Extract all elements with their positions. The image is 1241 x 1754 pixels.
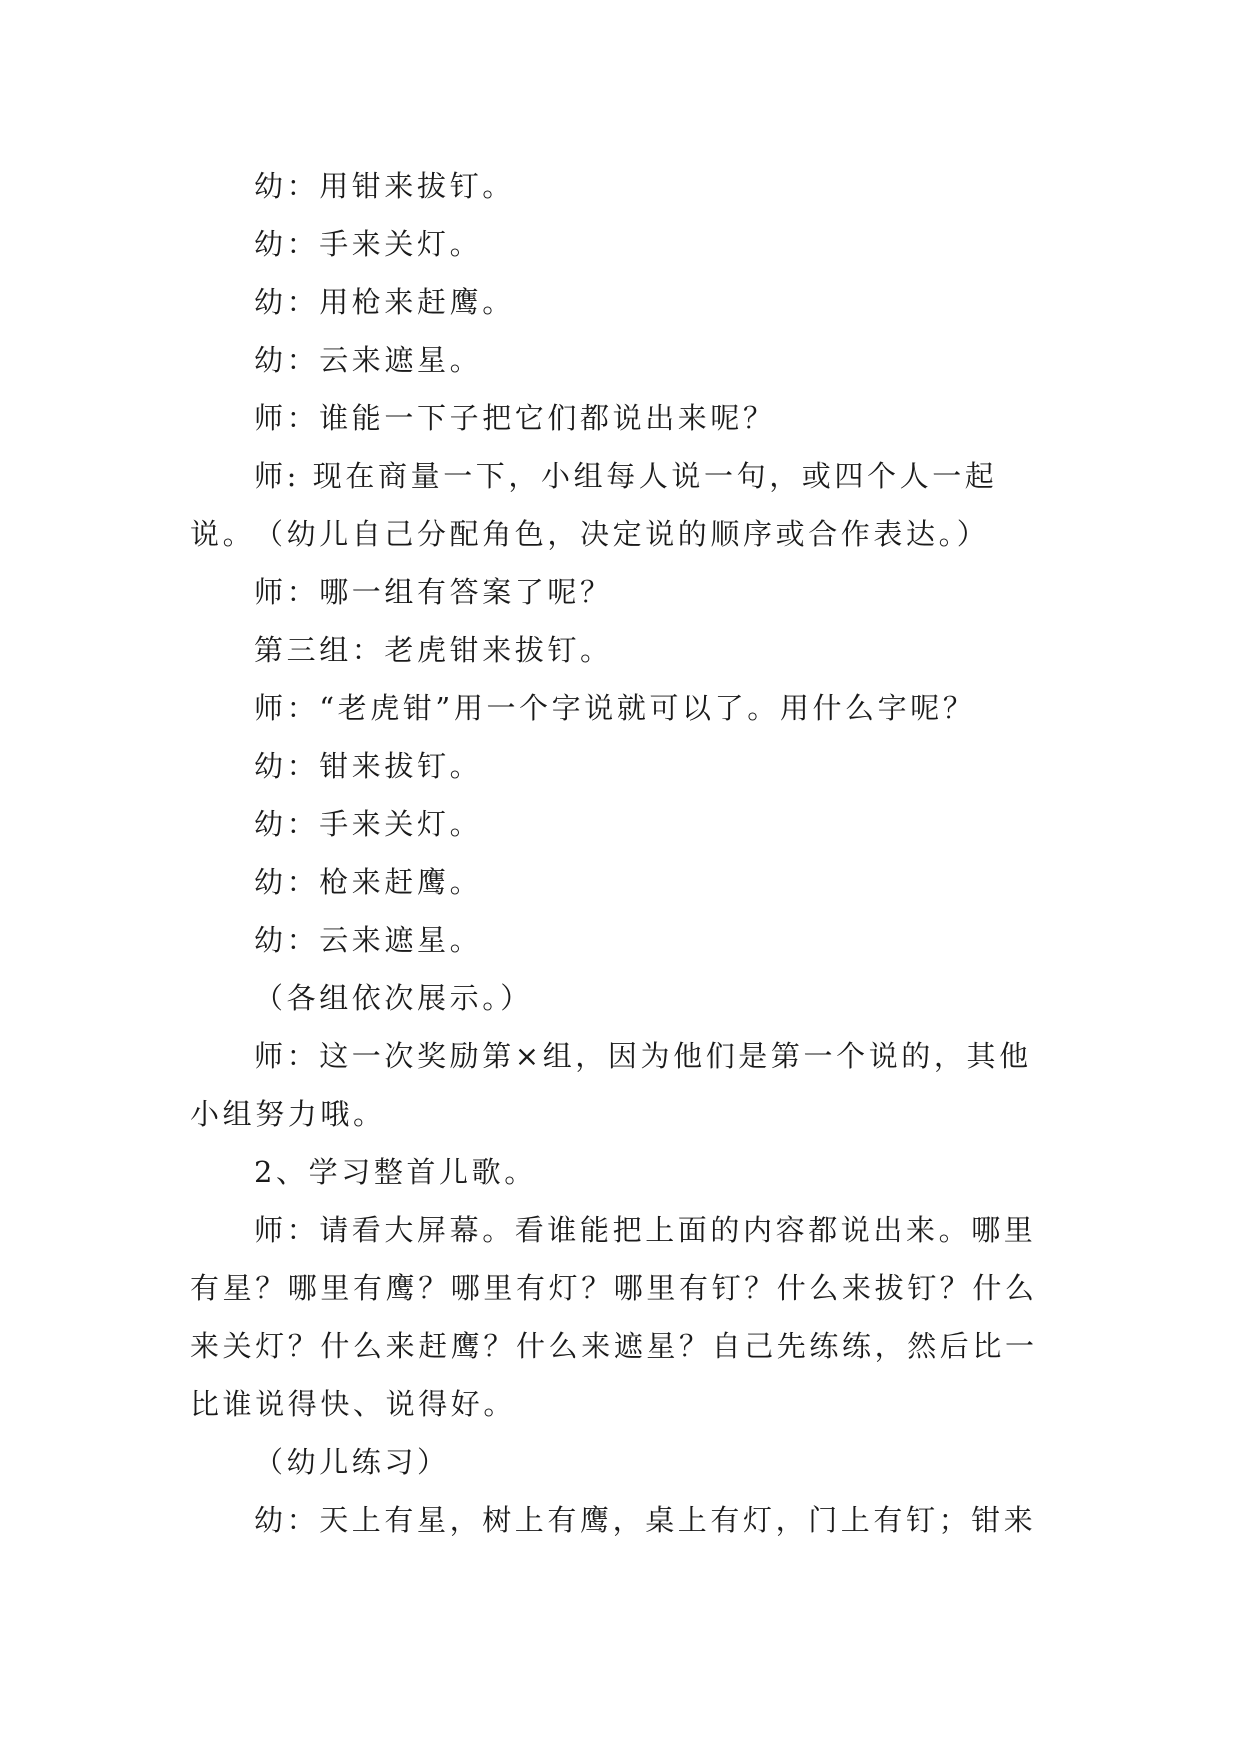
paragraph: （各组依次展示。）: [254, 981, 533, 1015]
paragraph: 师: 现在商量一下，小组每人说一句，或四个人一起说。: [190, 459, 998, 551]
paragraph: 第三组：老虎钳来拔钉。: [254, 633, 613, 667]
paragraph: 师：谁能一下子把它们都说出来呢？: [254, 401, 776, 435]
paragraph: 幼：天上有星，树上有鹰，桌上有灯，门上有钉；钳来: [254, 1503, 1037, 1537]
paragraph: （幼儿练习）: [254, 1445, 450, 1479]
paragraph: 幼：用钳来拔钉。: [254, 169, 515, 203]
paragraph: 幼：手来关灯。: [254, 807, 483, 841]
section-heading: 2、学习整首儿歌。: [254, 1155, 537, 1189]
paragraph: 幼：用枪来赶鹰。: [254, 285, 515, 319]
paragraph: 幼：云来遮星。: [254, 923, 483, 957]
paragraph: 幼：枪来赶鹰。: [254, 865, 483, 899]
paragraph: 师：这一次奖励第×组，因为他们是第一个说的，其他小组努力哦。: [190, 1039, 1032, 1131]
paragraph: 师：请看大屏幕。看谁能把上面的内容都说出来。哪里有星？哪里有鹰？哪里有灯？哪里有钉？什么来拔钉？什么来关灯？什么来赶鹰？什么来遮星？自己先练练，然后比一比谁说得快、说得好。: [190, 1213, 1038, 1421]
paragraph: 师：哪一组有答案了呢？: [254, 575, 613, 609]
paragraph: 师：“老虎钳”用一个字说就可以了。用什么字呢？: [254, 691, 976, 725]
paragraph: 幼：手来关灯。: [254, 227, 483, 261]
paragraph: （幼儿自己分配角色，决定说的顺序或合作表达。）: [254, 517, 990, 551]
paragraph: 幼：云来遮星。: [254, 343, 483, 377]
paragraph: 幼：钳来拔钉。: [254, 749, 483, 783]
